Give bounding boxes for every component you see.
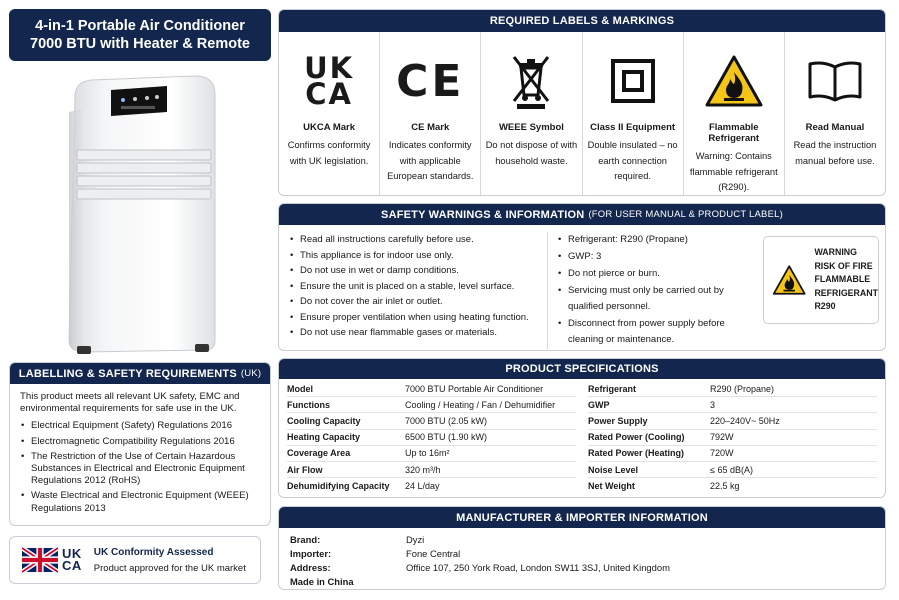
manufacturer-row: Brand: Dyzi bbox=[290, 534, 425, 546]
spec-row: Rated Power (Heating) 720W bbox=[588, 446, 877, 462]
spec-row: Heating Capacity 6500 BTU (1.90 kW) bbox=[287, 430, 576, 446]
label-weee: WEEE Symbol Do not dispose of with household waste. bbox=[481, 32, 582, 196]
label-flammable: Flammable Refrigerant Warning: Contains flammable refrigerant (R290). bbox=[684, 32, 785, 196]
manufacturer-row: Address: Office 107, 250 York Road, London SW11 3SJ, United Kingdom bbox=[290, 561, 670, 573]
conformity-title: UK Conformity Assessed bbox=[93, 546, 214, 558]
title-line-2: 7000 BTU with Heater & Remote bbox=[30, 36, 250, 52]
specs-right-column bbox=[582, 381, 877, 494]
spec-row: Noise Level ≤ 65 dB(A) bbox=[588, 462, 877, 478]
regulation-item: • Waste Electrical and Electronic Equipment (WEEE) Regulations 2013 bbox=[20, 490, 260, 514]
labelling-heading: LABELLING & SAFETY REQUIREMENTS (UK) bbox=[10, 363, 270, 384]
conformity-subtitle: Product approved for the UK market bbox=[93, 562, 246, 574]
manufacturer-panel bbox=[278, 506, 886, 590]
title-line-1: 4-in-1 Portable Air Conditioner bbox=[35, 18, 245, 34]
safety-item: • Do not cover the air inlet or outlet. bbox=[290, 294, 540, 310]
safety-item: • Servicing must only be carried out by qualified personnel. bbox=[558, 283, 755, 315]
flammable-warning-icon bbox=[772, 262, 806, 298]
uk-conformity-box bbox=[9, 536, 261, 584]
safety-heading: SAFETY WARNINGS & INFORMATION (FOR USER MANUAL & PRODUCT LABEL) bbox=[279, 204, 885, 225]
ce-mark-icon: CE bbox=[396, 55, 465, 107]
spec-row: Coverage Area Up to 16m² bbox=[287, 446, 576, 462]
fire-warning-box: WARNING RISK OF FIRE FLAMMABLE REFRIGERANT R290 bbox=[763, 236, 879, 324]
label-read-manual: Read Manual Read the instruction manual before use. bbox=[785, 32, 885, 196]
spec-row: Air Flow 320 m³/h bbox=[287, 462, 576, 478]
spec-row: Refrigerant R290 (Propane) bbox=[588, 381, 877, 397]
union-jack-flag-icon bbox=[22, 546, 58, 574]
specs-heading: PRODUCT SPECIFICATIONS bbox=[279, 359, 885, 379]
safety-item: • This appliance is for indoor use only. bbox=[290, 248, 540, 264]
air-conditioner-image bbox=[55, 72, 225, 357]
manufacturer-heading: MANUFACTURER & IMPORTER INFORMATION bbox=[279, 507, 885, 528]
regulation-item: • The Restriction of the Use of Certain Hazardous Substances in Electrical and Electronic Equipment Regulations 2012 (RoHS) bbox=[20, 451, 260, 488]
spec-row: Rated Power (Cooling) 792W bbox=[588, 430, 877, 446]
labelling-intro: This product meets all relevant UK safety, EMC and environmental requirements for safe use in the UK. bbox=[20, 391, 240, 415]
safety-item: • GWP: 3 bbox=[558, 249, 755, 265]
flammable-warning-icon bbox=[704, 46, 764, 116]
ukca-mark-icon: UK CA bbox=[62, 546, 82, 573]
open-book-icon bbox=[807, 46, 863, 116]
spec-row: Dehumidifying Capacity 24 L/day bbox=[287, 481, 440, 492]
regulation-item: • Electromagnetic Compatibility Regulations 2016 bbox=[20, 436, 260, 448]
spec-row: GWP 3 bbox=[588, 397, 877, 413]
safety-item: • Do not pierce or burn. bbox=[558, 266, 755, 282]
class-ii-icon bbox=[611, 46, 655, 116]
ukca-mark-icon: UK CA bbox=[304, 51, 355, 111]
specs-panel bbox=[278, 358, 886, 498]
specs-left-column bbox=[287, 381, 582, 494]
manufacturer-row: Importer: Fone Central bbox=[290, 548, 461, 560]
required-labels-heading: REQUIRED LABELS & MARKINGS bbox=[279, 10, 885, 32]
label-ce: CE CE Mark Indicates conformity with applicable European standards. bbox=[380, 32, 481, 196]
safety-panel bbox=[278, 203, 886, 351]
spec-row: Power Supply 220–240V~ 50Hz bbox=[588, 413, 877, 429]
safety-item: • Refrigerant: R290 (Propane) bbox=[558, 232, 755, 248]
required-labels-panel bbox=[278, 9, 886, 196]
manufacturer-row: Made in China bbox=[290, 575, 354, 587]
spec-row: Model 7000 BTU Portable Air Conditioner bbox=[287, 381, 576, 397]
safety-item: • Disconnect from power supply before cleaning or maintenance. bbox=[558, 316, 755, 348]
safety-item: • Do not use near flammable gases or materials. bbox=[290, 325, 540, 341]
safety-item: • Read all instructions carefully before use. bbox=[290, 232, 540, 248]
spec-row: Functions Cooling / Heating / Fan / Dehumidifier bbox=[287, 397, 576, 413]
safety-item: • Ensure the unit is placed on a stable, level surface. bbox=[290, 279, 540, 295]
label-ukca: UK CA UKCA Mark Confirms conformity with UK legislation. bbox=[279, 32, 380, 196]
labelling-panel bbox=[9, 362, 271, 526]
spec-row: Net Weight 22.5 kg bbox=[588, 481, 740, 492]
safety-item: • Do not use in wet or damp conditions. bbox=[290, 263, 540, 279]
weee-bin-icon bbox=[511, 46, 551, 116]
regulation-item: • Electrical Equipment (Safety) Regulations 2016 bbox=[20, 420, 260, 432]
product-title bbox=[9, 9, 271, 61]
label-class-ii: Class II Equipment Double insulated – no earth connection required. bbox=[583, 32, 684, 196]
safety-item: • Ensure proper ventilation when using heating function. bbox=[290, 310, 540, 326]
spec-row: Cooling Capacity 7000 BTU (2.05 kW) bbox=[287, 413, 576, 429]
